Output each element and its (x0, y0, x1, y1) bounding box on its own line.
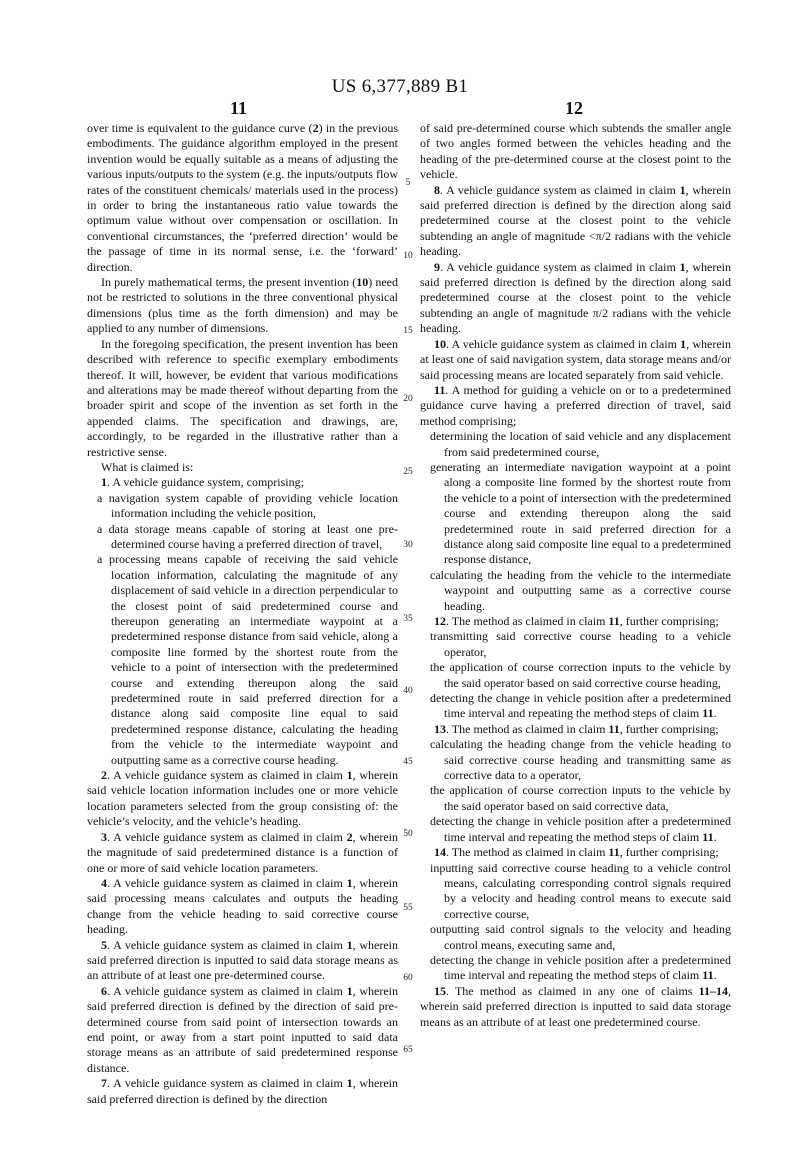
right-paragraph: 12. The method as claimed in claim 11, further comprising; (434, 614, 719, 628)
right-paragraph: the application of course correction inputs to the vehicle by the said operator based on said corrective data, (430, 783, 731, 813)
right-paragraph: generating an intermediate navigation waypoint at a point along a composite line formed by the shortest route from the vehicle to a point of intersection with the predetermined course and extending thereupon along the said predetermined route in said preferred direction for a distance along said composite line equal to a predetermined response distance, (430, 459, 731, 567)
line-number: 50 (403, 829, 413, 839)
line-number: 55 (403, 903, 413, 913)
right-paragraph: 14. The method as claimed in claim 11, further comprising; (434, 845, 719, 860)
left-paragraph: 4. A vehicle guidance system as claimed in claim 1, wherein said processing means calculates and outputs the heading change from the vehicle heading to said corrective course heading. (87, 875, 398, 937)
left-paragraph: In the foregoing specification, the present invention has been described with reference to specific exemplary embodiments thereof. It will, however, be evident that various modifications and alterations may be made thereof without departing from the broader spirit and scope of the invention as set forth in the appended claims. The specification and drawings, are, accordingly, to be regarded in the illustrative rather than a restrictive sense. (87, 336, 398, 459)
left-paragraph: 6. A vehicle guidance system as claimed in claim 1, wherein said preferred direction is defined by the direction of said pre-determined course from said point of intersection towards an end point, or away from a start point inputted to said data storage means as an attribute of said predetermined response distance. (87, 983, 398, 1075)
line-number: 5 (405, 178, 411, 188)
left-paragraph: 7. A vehicle guidance system as claimed in claim 1, wherein said preferred direction is defined by the direction (87, 1076, 398, 1106)
line-number: 40 (403, 686, 413, 696)
left-paragraph: What is claimed is: (101, 459, 194, 474)
right-paragraph: 11. A method for guiding a vehicle on or to a predetermined guidance curve having a preferred direction of travel, said method comprising; (420, 382, 731, 428)
left-paragraph: 1. A vehicle guidance system, comprising; (101, 475, 304, 490)
right-paragraph: detecting the change in vehicle position after a predetermined time interval and repeating the method steps of claim 11. (430, 952, 731, 983)
left-paragraph: a data storage means capable of storing at least one pre-determined course having a preferred direction of travel, (97, 521, 398, 551)
right-paragraph: calculating the heading change from the vehicle heading to said corrective course heading and transmitting same as corrective data to a operator, (430, 737, 731, 783)
right-paragraph: transmitting said corrective course heading to a vehicle operator, (430, 629, 731, 659)
line-number: 20 (403, 394, 413, 404)
right-paragraph: inputting said corrective course heading to a vehicle control means, calculating corresponding control signals required by a velocity and heading control means to execute said corrective course, (430, 860, 731, 921)
line-number: 30 (403, 540, 413, 550)
right-paragraph: calculating the heading from the vehicle to the intermediate waypoint and outputting same as a corrective course heading. (430, 567, 731, 613)
right-paragraph: 10. A vehicle guidance system as claimed in claim 1, wherein at least one of said navigation system, data storage means and/or said processing means are located separately from said vehicle. (420, 336, 731, 382)
right-paragraph: 15. The method as claimed in any one of claims 11–14, wherein said preferred direction is inputted to said data storage means as an attribute of at least one predetermined course. (420, 983, 731, 1029)
right-column (420, 121, 731, 1030)
line-number: 45 (403, 757, 413, 767)
left-paragraph: 2. A vehicle guidance system as claimed in claim 1, wherein said vehicle location information includes one or more vehicle location parameters selected from the group consisting of: the vehicle’s velocity, and the vehicle’s heading. (87, 768, 398, 829)
left-paragraph: a processing means capable of receiving the said vehicle location information, calculating the magnitude of any displacement of said vehicle in a direction perpendicular to the closest point of said predetermined course and thereupon generating an intermediate waypoint at a predetermined response distance from said vehicle, along a composite line formed by the shortest route from the vehicle to a point of intersection with the predetermined course and extending thereupon along the said predetermined route in said preferred direction for a distance along said composite line equal to said predetermined response distance, calculating the heading from the vehicle to the intermediate waypoint and outputting same as a corrective course heading. (97, 552, 398, 767)
line-number: 15 (403, 326, 413, 336)
right-paragraph: detecting the change in vehicle position after a predetermined time interval and repeating the method steps of claim 11. (430, 691, 731, 721)
right-paragraph: 9. A vehicle guidance system as claimed in claim 1, wherein said preferred direction is defined by the direction along said predetermined course at the closest point to the vehicle subtending an angle of magnitude π/2 radians with the vehicle heading. (420, 259, 731, 336)
right-paragraph: 8. A vehicle guidance system as claimed in claim 1, wherein said preferred direction is defined by the direction along said predetermined course at the closest point to the vehicle subtending an angle of magnitude <π/2 radians with the vehicle heading. (420, 182, 731, 259)
left-paragraph: In purely mathematical terms, the present invention (10) need not be restricted to solutions in the three conventional physical dimensions (plus time as the forth dimension) and may be applied to any number of dimensions. (87, 275, 398, 336)
right-paragraph: the application of course correction inputs to the vehicle by the said operator based on said corrective course heading, (430, 660, 731, 690)
line-number: 25 (403, 467, 413, 477)
right-page-number: 12 (565, 98, 583, 118)
right-paragraph: of said pre-determined course which subtends the smaller angle of two angles formed between the vehicles heading and the heading of the pre-determined course at the closest point to the vehicle. (420, 121, 731, 182)
right-paragraph: detecting the change in vehicle position after a predetermined time interval and repeating the method steps of claim 11. (430, 814, 731, 844)
left-column (87, 121, 398, 1107)
left-page-number: 11 (230, 98, 248, 118)
left-paragraph: a navigation system capable of providing vehicle location information including the vehicle position, (97, 490, 398, 521)
line-number: 60 (403, 973, 413, 983)
left-paragraph: over time is equivalent to the guidance curve (2) in the previous embodiments. The guidance algorithm employed in the present invention would be equally suitable as a means of adjusting the various inputs/outputs to the system (e.g. the inputs/outputs flow rates of the constituent chemicals/ materials used in the process) in order to bring the instantaneous ratio value towards the optimum value without over compensation or oscillation. In conventional circumstances, the ‘preferred direction’ would be the passage of time in its normal sense, i.e. the ‘forward’ direction. (87, 121, 398, 274)
line-number: 35 (403, 614, 413, 624)
left-paragraph: 3. A vehicle guidance system as claimed in claim 2, wherein the magnitude of said predetermined distance is a function of one or more of said vehicle location parameters. (87, 829, 398, 875)
right-paragraph: 13. The method as claimed in claim 11, further comprising; (434, 721, 719, 736)
patent-number: US 6,377,889 B1 (331, 76, 469, 97)
line-number: 10 (403, 251, 413, 261)
right-paragraph: outputting said control signals to the velocity and heading control means, executing same and, (430, 922, 731, 952)
left-paragraph: 5. A vehicle guidance system as claimed in claim 1, wherein said preferred direction is inputted to said data storage means as an attribute of at least one pre-determined course. (87, 937, 398, 983)
right-paragraph: determining the location of said vehicle and any displacement from said predetermined course, (430, 429, 731, 459)
line-number: 65 (403, 1045, 413, 1055)
